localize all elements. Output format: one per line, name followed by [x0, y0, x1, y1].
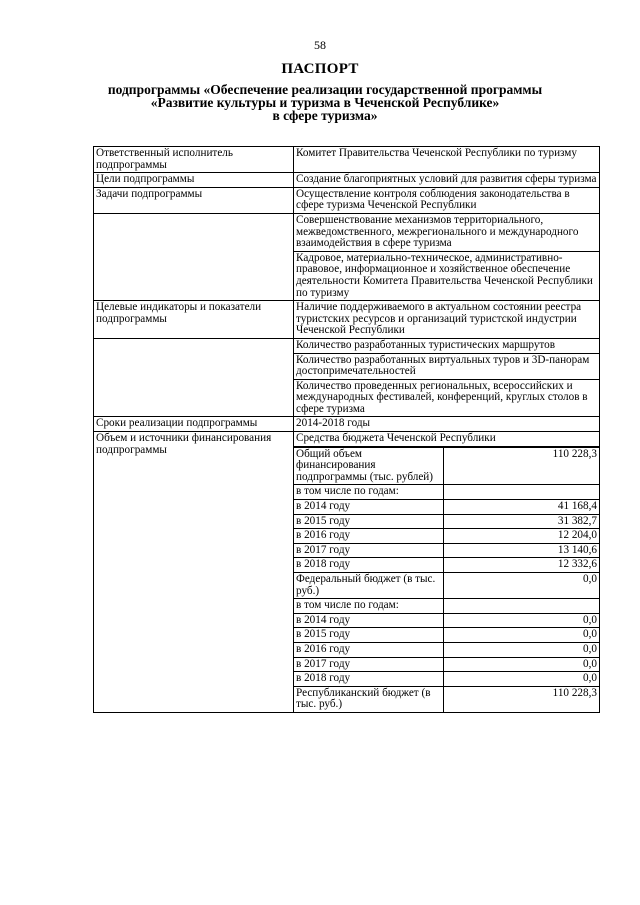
table-row-indicators [94, 301, 600, 339]
funding-item-label: в 2014 году [294, 613, 444, 628]
funding-item-label: в 2015 году [294, 628, 444, 643]
funding-item-value: 0,0 [444, 657, 600, 672]
funding-row [294, 447, 599, 485]
funding-item-label: в 2018 году [294, 558, 444, 573]
funding-row [294, 672, 599, 687]
tasks-label-cont [94, 251, 294, 300]
indicators-label-cont [94, 338, 294, 353]
funding-row [294, 558, 599, 573]
table-row-tasks [94, 213, 600, 251]
tasks-value-3: Кадровое, материально-техническое, административно-правовое, информационное и хозяйственное обеспечение деятельности Комитета Правительства Чеченской Республики по туризму [294, 251, 600, 300]
table-row-indicators [94, 379, 600, 417]
funding-row [294, 514, 599, 529]
indicators-label-cont [94, 379, 294, 417]
funding-item-value [444, 485, 600, 500]
goals-value: Создание благоприятных условий для развития сферы туризма [294, 173, 600, 188]
funding-row [294, 642, 599, 657]
funding-item-value: 12 204,0 [444, 529, 600, 544]
subtitle-line-1: подпрограммы «Обеспечение реализации государственной программы [107, 82, 543, 97]
passport-table [93, 146, 600, 713]
funding-row [294, 657, 599, 672]
funding-item-label: в 2016 году [294, 642, 444, 657]
funding-item-label: в 2017 году [294, 543, 444, 558]
funding-item-value: 13 140,6 [444, 543, 600, 558]
funding-item-label: в 2016 году [294, 529, 444, 544]
page-number: 58 [314, 38, 326, 52]
period-value: 2014-2018 годы [294, 417, 600, 432]
funding-item-label: Федеральный бюджет (в тыс. руб.) [294, 573, 444, 599]
funding-row [294, 628, 599, 643]
funding-table [294, 447, 599, 712]
funding-item-value: 0,0 [444, 573, 600, 599]
table-row-indicators [94, 353, 600, 379]
funding-item-value: 41 168,4 [444, 500, 600, 515]
executor-value: Комитет Правительства Чеченской Республики по туризму [294, 147, 600, 173]
table-row-period [94, 417, 600, 432]
indicators-label-cont [94, 353, 294, 379]
table-row-goals [94, 173, 600, 188]
document-subtitle [60, 83, 590, 122]
subtitle-line-2: «Развитие культуры и туризма в Чеченской Республике» [150, 95, 500, 110]
executor-label: Ответственный исполнитель подпрограммы [94, 147, 294, 173]
funding-row [294, 613, 599, 628]
funding-row [294, 529, 599, 544]
indicators-value-3: Количество разработанных виртуальных туров и 3D-панорам достопримечательностей [294, 353, 600, 379]
funding-row [294, 686, 599, 712]
funding-row [294, 485, 599, 500]
funding-item-value: 0,0 [444, 628, 600, 643]
funding-item-label: Общий объем финансирования подпрограммы (тыс. рублей) [294, 447, 444, 485]
table-row-tasks [94, 251, 600, 300]
funding-item-value: 110 228,3 [444, 686, 600, 712]
document-heading: ПАСПОРТ [281, 61, 359, 77]
funding-item-value [444, 599, 600, 614]
indicators-value-4: Количество проведенных региональных, всероссийских и международных фестивалей, конференций, круглых столов в сфере туризма [294, 379, 600, 417]
funding-row [294, 573, 599, 599]
funding-label: Объем и источники финансирования подпрограммы [94, 432, 294, 713]
funding-item-value: 0,0 [444, 613, 600, 628]
tasks-label-cont [94, 213, 294, 251]
funding-row [294, 500, 599, 515]
funding-item-value: 110 228,3 [444, 447, 600, 485]
funding-item-value: 0,0 [444, 642, 600, 657]
funding-source: Средства бюджета Чеченской Республики [294, 432, 600, 447]
funding-item-label: в 2018 году [294, 672, 444, 687]
funding-item-label: в 2014 году [294, 500, 444, 515]
tasks-value-2: Совершенствование механизмов территориального, межведомственного, межрегионального и международного взаимодействия в сфере туризма [294, 213, 600, 251]
funding-item-label: в том числе по годам: [294, 599, 444, 614]
funding-item-label: в том числе по годам: [294, 485, 444, 500]
table-row-indicators [94, 338, 600, 353]
indicators-value-1: Наличие поддерживаемого в актуальном состоянии реестра туристских ресурсов и организаций туристской индустрии Чеченской Республики [294, 301, 600, 339]
table-row-tasks [94, 187, 600, 213]
period-label: Сроки реализации подпрограммы [94, 417, 294, 432]
funding-item-label: в 2015 году [294, 514, 444, 529]
subtitle-line-3: в сфере туризма» [272, 108, 378, 123]
tasks-value-1: Осуществление контроля соблюдения законодательства в сфере туризма Чеченской Республики [294, 187, 600, 213]
table-row-executor [94, 147, 600, 173]
indicators-label: Целевые индикаторы и показатели подпрограммы [94, 301, 294, 339]
funding-item-value: 12 332,6 [444, 558, 600, 573]
funding-item-label: Республиканский бюджет (в тыс. руб.) [294, 686, 444, 712]
funding-row [294, 543, 599, 558]
funding-item-value: 0,0 [444, 672, 600, 687]
funding-item-label: в 2017 году [294, 657, 444, 672]
funding-breakdown-cell [294, 446, 600, 712]
funding-row [294, 599, 599, 614]
funding-item-value: 31 382,7 [444, 514, 600, 529]
table-row-funding [94, 432, 600, 447]
indicators-value-2: Количество разработанных туристических маршрутов [294, 338, 600, 353]
tasks-label: Задачи подпрограммы [94, 187, 294, 213]
goals-label: Цели подпрограммы [94, 173, 294, 188]
